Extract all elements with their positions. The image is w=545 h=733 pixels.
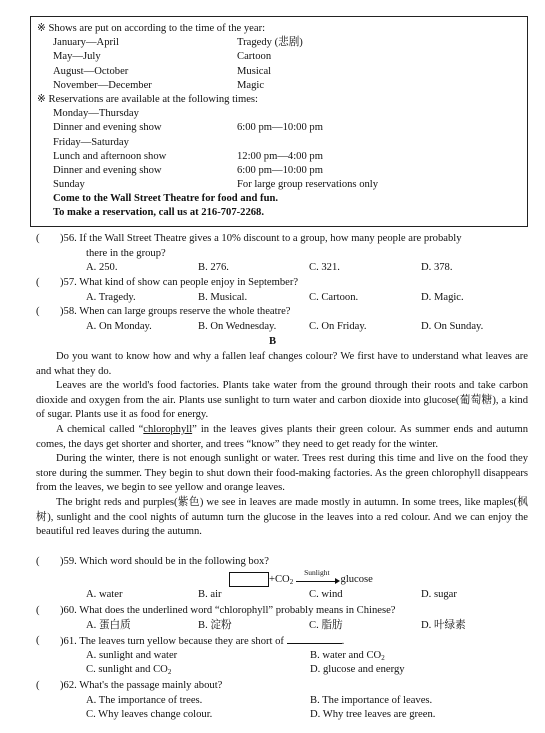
option-c: C. On Friday. (309, 320, 367, 332)
question-60: ( )60. What does the underlined word “chlorophyll” probably means in Chinese? A. 蛋白质 B. 淀粉 C. 脂肪 D. 叶绿素 (36, 604, 536, 633)
question-57: ( )57. What kind of show can people enjoy in September? A. Tragedy. B. Musical. C. Cartoon. D. Magic. (36, 276, 536, 305)
question-text: )62. What's the passage mainly about? (60, 680, 223, 691)
section-b-heading: B (268, 336, 277, 347)
option-b: B. air (198, 588, 222, 600)
question-text: )60. What does the underlined word “chlorophyll” probably means in Chinese? (60, 605, 396, 616)
reservation-row: Monday—Thursday (53, 108, 139, 120)
option-b: B. On Wednesday. (198, 320, 277, 332)
option-a: A. 250. (86, 262, 118, 273)
question-text: )59. Which word should be in the following box? (60, 556, 269, 567)
option-c: C. wind (309, 588, 343, 600)
arrow-icon: Sunlight (296, 577, 338, 582)
question-text: )61. The leaves turn yellow because they are short of . (60, 636, 345, 647)
reservation-row: Lunch and afternoon show 12:00 pm—4:00 pm (53, 150, 323, 162)
option-b: B. The importance of leaves. (310, 694, 433, 706)
option-a: A. sunlight and water (86, 649, 178, 661)
answer-box (229, 572, 269, 587)
option-c: C. Why leaves change colour. (86, 709, 213, 720)
underlined-word-chlorophyll: chlorophyll (143, 423, 193, 435)
photosynthesis-formula: $+CO_2$ Sunlight glucose (229, 572, 373, 587)
option-a: A. The importance of trees. (86, 694, 203, 706)
option-d: D. sugar (421, 588, 457, 600)
shows-heading: ※ Shows are put on according to the time of the year: (37, 23, 266, 34)
question-61: ( )61. The leaves turn yellow because they are short of . A. sunlight and water B. water and $CO_2$ C. sunlight and $CO_2$ D. glucose and energy (36, 635, 405, 676)
option-d: D. 378. (421, 262, 453, 273)
answer-blank (287, 634, 342, 644)
option-d: D. glucose and energy (310, 664, 405, 675)
box-footer-phone: To make a reservation, call us at 216-707-2268. (53, 207, 264, 219)
show-row: January—April Tragedy (悲剧) (53, 37, 303, 49)
question-59: ( )59. Which word should be in the following box? $+CO_2$ Sunlight glucose A. water B. air C. wind D. sugar (36, 555, 536, 602)
option-a: A. 蛋白质 (86, 619, 131, 631)
option-d: D. Magic. (421, 291, 464, 303)
option-a: A. water (86, 588, 123, 600)
reservations-heading: ※ Reservations are available at the following times: (37, 93, 258, 105)
paragraph: Do you want to know how and why a fallen leaf changes colour? We first have to understand what leaves are and what they do. (36, 351, 528, 377)
show-row: November—December Magic (53, 79, 265, 91)
question-text-cont: there in the group? (86, 247, 166, 259)
show-row: August—October Musical (53, 65, 272, 77)
question-62: ( )62. What's the passage mainly about? A. The importance of trees. B. The importance of leaves. C. Why leaves change colour. D. Why tree leaves are green. (36, 679, 536, 723)
reservation-row: Dinner and evening show 6:00 pm—10:00 pm (53, 122, 323, 134)
paragraph: During the winter, there is not enough sunlight or water. Trees rest during this time and live on the food they store during the summer. They begin to shut down their food-making factories. As the green chlorophyll disappears from the leaves, we begin to see yellow and orange leaves. (36, 453, 528, 494)
reservation-row: Friday—Saturday (53, 136, 129, 148)
option-d: D. Why tree leaves are green. (310, 709, 436, 720)
option-a: A. Tragedy. (86, 291, 136, 303)
option-d: D. 叶绿素 (421, 619, 466, 631)
question-56: ( )56. If the Wall Street Theatre gives a 10% discount to a group, how many people are probably there in the group? A. 250. B. 276. C. 321. D. 378. (36, 232, 536, 276)
option-c: C. 321. (309, 262, 340, 273)
paragraph: Leaves are the world's food factories. Plants take water from the ground through their roots and take carbon dioxide and oxygen from the air. Plants use sunlight to turn water and carbon dioxide into glucose(葡萄糖), a kind of sugar. Plants use it as food for energy. (36, 380, 528, 421)
paragraph: A chemical called “chlorophyll” in the leaves gives plants their green colour. As summer ends and autumn comes, the days get shorter and shorter, and trees “know” they need to get ready for the winter. (36, 423, 529, 450)
question-text: )56. If the Wall Street Theatre gives a 10% discount to a group, how many people are probably (60, 233, 462, 244)
option-b: B. 276. (198, 262, 229, 273)
reservation-row: Sunday For large group reservations only (53, 179, 379, 191)
option-b: B. 淀粉 (198, 619, 232, 631)
question-text: )58. When can large groups reserve the whole theatre? (60, 306, 291, 317)
option-c: C. Cartoon. (309, 291, 359, 303)
option-b: B. Musical. (198, 291, 248, 303)
passage-b (36, 350, 528, 540)
option-d: D. On Sunday. (421, 320, 484, 332)
box-footer-fun: Come to the Wall Street Theatre for food and fun. (53, 193, 279, 205)
option-c: C. sunlight and $CO_2$ (86, 664, 172, 676)
show-row: May—July Cartoon (53, 51, 272, 63)
option-c: C. 脂肪 (309, 619, 343, 631)
option-a: A. On Monday. (86, 320, 152, 332)
reservation-row: Dinner and evening show 6:00 pm—10:00 pm (53, 164, 323, 176)
question-text: )57. What kind of show can people enjoy in September? (60, 277, 299, 288)
question-58: ( )58. When can large groups reserve the whole theatre? A. On Monday. B. On Wednesday. C. On Friday. D. On Sunday. (36, 305, 536, 334)
paragraph: The bright reds and purples(紫色) we see in leaves are made mostly in autumn. In some trees, like maples(枫树), sunlight and the cool nights of autumn turn the glucose in the leaves into a red colour. And we can enjoy the beautiful red leaves during the autumn. (36, 496, 528, 538)
option-b: B. water and $CO_2$ (310, 649, 385, 662)
theatre-info-box (30, 16, 528, 227)
